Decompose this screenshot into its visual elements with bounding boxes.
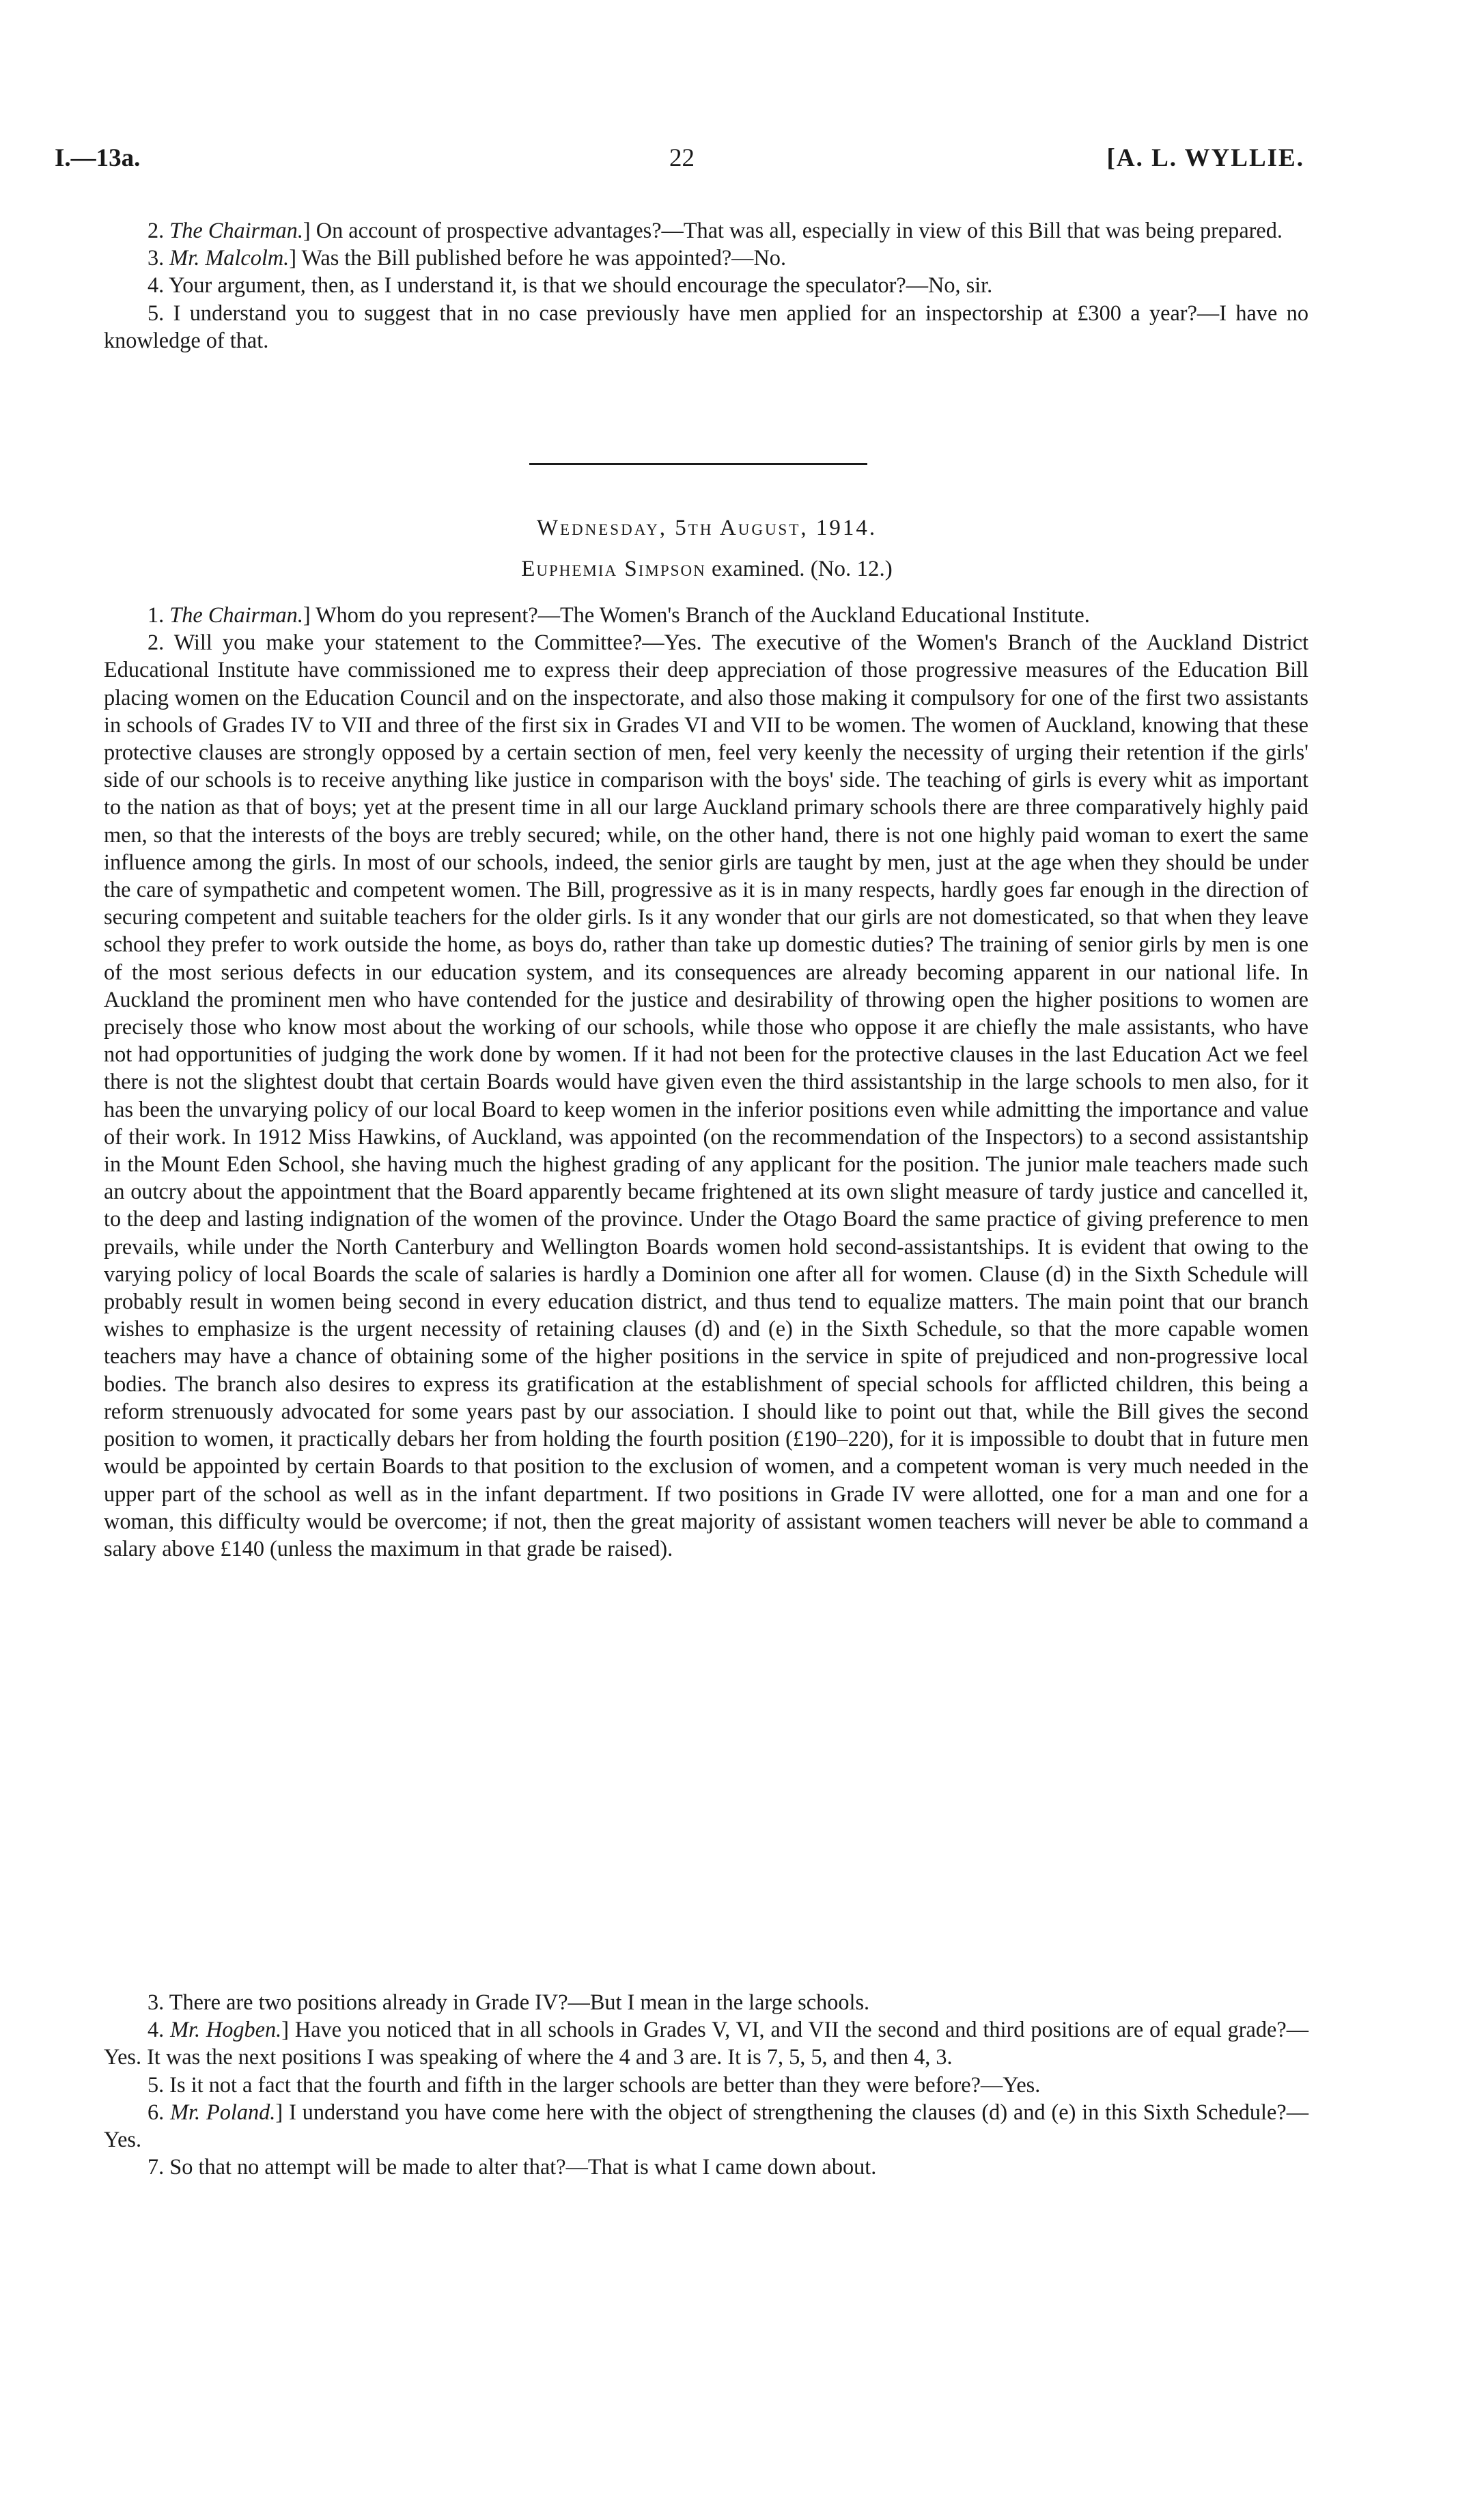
question-text: Will you make your statement to the Committee?—Yes. The executive of the Women's Branch of the Auckland District Educational Institute have commissioned me to express their deep appreciation of those progressive measures of the Education Bill placing women on the Education Council and on the inspectorate, and also those making it compulsory for one of the first two assistants in schools of Grades IV to VII and three of the first six in Grades VI and VII to be women. The women of Auckland, knowing that these protective clauses are strongly opposed by a certain section of men, feel very keenly the necessity of urging their retention if the girls' side of our schools is to receive anything like justice in comparison with the boys' side. The teaching of girls is every whit as important to the nation as that of boys; yet at the present time in all our large Auckland primary schools there are three comparatively highly paid men, so that the interests of the boys are trebly secured; while, on the other hand, there is not one highly paid woman to exert the same influence among the girls. In most of our schools, indeed, the senior girls are taught by men, just at the age when they should be under the care of sympathetic and competent women. The Bill, progressive as it is in many respects, hardly goes far enough in the direction of securing competent and suitable teachers for the older girls. Is it any wonder that our girls are not domesticated, so that when they leave school they prefer to work outside the home, as boys do, rather than take up domestic duties? The training of senior girls by men is one of the most serious defects in our education system, and its consequences are already becoming apparent in our national life. In Auckland the prominent men who have contended for the justice and desirability of throwing open the higher positions to women are precisely those who know most about the working of our schools, while those who oppose it are chiefly the male assistants, who have not had opportunities of judging the work done by women. If it had not been for the protective clauses in the last Education Act we feel there is not the slightest doubt that certain Boards would have given even the third assistantship in the large schools to men also, for it has been the unvarying policy of our local Board to keep women in the inferior positions even while admitting the importance and value of their work. In 1912 Miss Hawkins, of Auckland, was appointed (on the recommendation of the Inspectors) to a second assistantship in the Mount Eden School, she having much the highest grading of any applicant for the position. The junior male teachers made such an outcry about the appointment that the Board apparently became frightened at its own slight measure of tardy justice and cancelled it, to the deep and lasting indignation of the women of the province. Under the Otago Board the same practice of giving preference to men prevails, while under the North Canterbury and Wellington Boards women hold second-assistantships. It is evident that owing to the varying policy of local Boards the scale of salaries is hardly a Dominion one after all for women. Clause (d) in the Sixth Schedule will probably result in women being second in every education district, and thus tend to equalize matters. The main point that our branch wishes to emphasize is the urgent necessity of retaining clauses (d) and (e) in the Sixth Schedule, so that the more capable women teachers may have a chance of obtaining some of the higher positions in the service in spite of prejudiced and non-progressive local bodies. The branch also desires to express its gratification at the establishment of special schools for afflicted children, this being a reform strenuously advocated for some years past by our association. I should like to point out that, while the Bill gives the second position to women, it practically debars her from holding the fourth position (£190–220), for it is impossible to doubt that in future men would be appointed by certain Boards to that position to the exclusion of women, and a competent woman is very much needed in the upper part of the school as well as in the infant department. If two positions in Grade IV were allotted, one for a man and one for a woman, this difficulty would be overcome; if not, then the great majority of assistant women teachers will never be able to command a salary above £140 (unless the maximum in that grade be raised). [104, 630, 1308, 1561]
question-text: There are two positions already in Grade IV?—But I mean in the large schools. [169, 1990, 870, 2014]
witness-suffix: examined. (No. 12.) [711, 557, 893, 581]
question-text: Is it not a fact that the fourth and fifth in the larger schools are better than they were before?—Yes. [169, 2072, 1041, 2097]
question-text: I understand you have come here with the object of strengthening the clauses (d) and (e) in this Sixth Schedule?—Yes. [104, 2099, 1308, 2152]
question-5: 5. I understand you to suggest that in no case previously have men applied for an inspectorship at £300 a year?—I have no knowledge of that. [104, 300, 1308, 352]
parliamentary-paper-number: I.—13a. [55, 144, 141, 172]
question-2-statement: 2. Will you make your statement to the Committee?—Yes. The executive of the Women's Branch of the Auckland District Educational Institute have commissioned me to express their deep appreciation of those progressive measures of the Education Bill placing women on the Education Council and on the inspectorate, and also those making it compulsory for one of the first two assistants in schools of Grades IV to VII and three of the first six in Grades VI and VII to be women. The women of Auckland, knowing that these protective clauses are strongly opposed by a certain section of men, feel very keenly the necessity of urging their retention if the girls' side of our schools is to receive anything like justice in comparison with the boys' side. The teaching of girls is every whit as important to the nation as that of boys; yet at the present time in all our large Auckland primary schools there are three comparatively highly paid men, so that the interests of the boys are trebly secured; while, on the other hand, there is not one highly paid woman to exert the same influence among the girls. In most of our schools, indeed, the senior girls are taught by men, just at the age when they should be under the care of sympathetic and competent women. The Bill, progressive as it is in many respects, hardly goes far enough in the direction of securing competent and suitable teachers for the older girls. Is it any wonder that our girls are not domesticated, so that when they leave school they prefer to work outside the home, as boys do, rather than take up domestic duties? The training of senior girls by men is one of the most serious defects in our education system, and its consequences are already becoming apparent in our national life. In Auckland the prominent men who have contended for the justice and desirability of throwing open the higher positions to women are precisely those who know most about the working of our schools, while those who oppose it are chiefly the male assistants, who have not had opportunities of judging the work done by women. If it had not been for the protective clauses in the last Education Act we feel there is not the slightest doubt that certain Boards would have given even the third assistantship in the large schools to men also, for it has been the unvarying policy of our local Board to keep women in the inferior positions even while admitting the importance and value of their work. In 1912 Miss Hawkins, of Auckland, was appointed (on the recommendation of the Inspectors) to a second assistantship in the Mount Eden School, she having much the highest grading of any applicant for the position. The junior male teachers made such an outcry about the appointment that the Board apparently became frightened at its own slight measure of tardy justice and cancelled it, to the deep and lasting indignation of the women of the province. Under the Otago Board the same practice of giving preference to men prevails, while under the North Canterbury and Wellington Boards women hold second-assistantships. It is evident that owing to the varying policy of local Boards the scale of salaries is hardly a Dominion one after all for women. Clause (d) in the Sixth Schedule will probably result in women being second in every education district, and thus tend to equalize matters. The main point that our branch wishes to emphasize is the urgent necessity of retaining clauses (d) and (e) in the Sixth Schedule, so that the more capable women teachers may have a chance of obtaining some of the higher positions in the service in spite of prejudiced and non-progressive local bodies. The branch also desires to express its gratification at the establishment of special schools for afflicted children, this being a reform strenuously advocated for some years past by our association. I should like to point out that, while the Bill gives the second position to women, it practically debars her from holding the fourth position (£190–220), for it is impossible to doubt that in future men would be appointed by certain Boards to that position to the exclusion of women, and a competent woman is very much needed in the upper part of the school as well as in the infant department. If two positions in Grade IV were allotted, one for a man and one for a woman, this difficulty would be overcome; if not, then the great majority of assistant women teachers will never be able to command a salary above £140 (unless the maximum in that grade be raised). [104, 630, 1308, 1561]
question-3: 3. There are two positions already in Grade IV?—But I mean in the large schools. [148, 1990, 870, 2014]
question-7: 7. So that no attempt will be made to alter that?—That is what I came down about. [148, 2154, 877, 2179]
question-4: 4. Your argument, then, as I understand it, is that we should encourage the speculator?—No, sir. [148, 273, 993, 298]
speaker: The Chairman. [169, 218, 303, 242]
witness-running-head: [A. L. WYLLIE. [1106, 144, 1304, 172]
section-divider [529, 463, 867, 465]
witness-heading [0, 557, 1414, 582]
question-2: 2. The Chairman.] On account of prospective advantages?—That was all, especially in view of this Bill that was being prepared. [148, 218, 1283, 242]
question-text: So that no attempt will be made to alter that?—That is what I came down about. [169, 2154, 877, 2179]
question-3: 3. Mr. Malcolm.] Was the Bill published before he was appointed?—No. [148, 245, 787, 270]
question-6: 6. Mr. Poland.] I understand you have come here with the object of strengthening the clauses (d) and (e) in this Sixth Schedule?—Yes. [104, 2099, 1308, 2152]
speaker: Mr. Poland. [170, 2099, 276, 2124]
question-5: 5. Is it not a fact that the fourth and fifth in the larger schools are better than they were before?—Yes. [148, 2072, 1041, 2097]
question-text: On account of prospective advantages?—That was all, especially in view of this Bill that was being prepared. [316, 218, 1283, 242]
page-number: 22 [669, 144, 695, 172]
speaker: Mr. Hogben. [170, 2017, 282, 2042]
simpson-evidence-block [104, 601, 1308, 1562]
witness-name: Euphemia Simpson [521, 557, 706, 581]
question-text: Whom do you represent?—The Women's Branch of the Auckland Educational Institute. [316, 602, 1090, 627]
speaker: Mr. Malcolm. [169, 245, 290, 270]
question-text: I understand you to suggest that in no case previously have men applied for an inspectorship at £300 a year?—I have no knowledge of that. [104, 300, 1308, 352]
question-4: 4. Mr. Hogben.] Have you noticed that in all schools in Grades V, VI, and VII the second and third positions are of equal grade?—Yes. It was the next positions I was speaking of where the 4 and 3 are. It is 7, 5, 5, and then 4, 3. [104, 2017, 1308, 2070]
session-date-heading: Wednesday, 5th August, 1914. [536, 516, 878, 540]
speaker: The Chairman. [169, 602, 303, 627]
question-text: Have you noticed that in all schools in Grades V, VI, and VII the second and third positions are of equal grade?—Yes. It was the next positions I was speaking of where the 4 and 3 are. It is 7, 5, 5, and then 4, 3. [104, 2017, 1308, 2070]
question-text: Was the Bill published before he was appointed?—No. [301, 245, 787, 270]
question-text: Your argument, then, as I understand it, is that we should encourage the speculator?—No, sir. [169, 273, 993, 298]
previous-evidence-block [104, 217, 1308, 354]
simpson-questions-block [104, 1988, 1308, 2180]
question-1: 1. The Chairman.] Whom do you represent?—The Women's Branch of the Auckland Educational Institute. [148, 602, 1090, 627]
page-header [55, 143, 1304, 184]
